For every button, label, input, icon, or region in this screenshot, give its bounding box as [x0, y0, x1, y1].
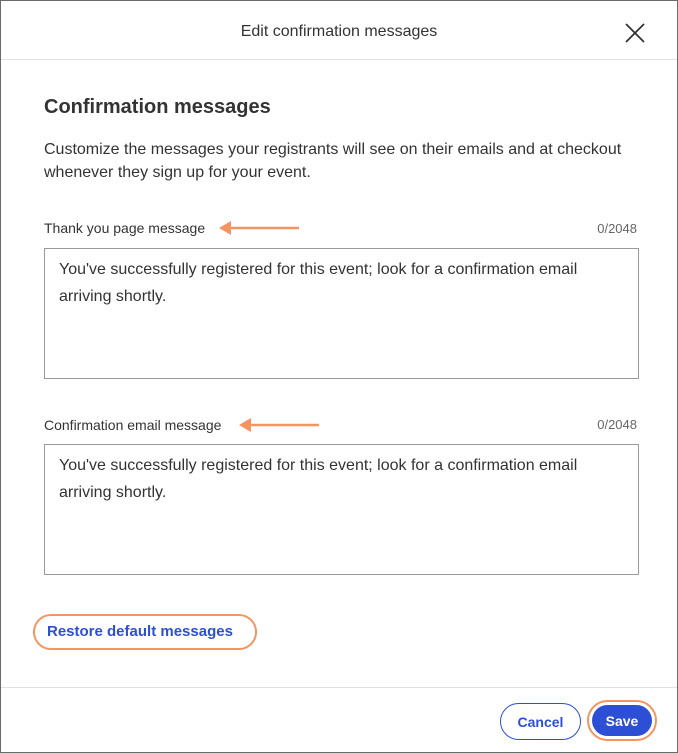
section-title: Confirmation messages [44, 96, 271, 118]
restore-highlight [33, 614, 257, 650]
arrow-left-icon [239, 417, 321, 433]
cancel-button[interactable]: Cancel [500, 703, 581, 740]
email-message-label: Confirmation email message [44, 417, 222, 433]
save-highlight [587, 700, 657, 741]
close-icon [621, 19, 649, 47]
thank-you-label: Thank you page message [44, 220, 206, 236]
email-message-textarea[interactable] [44, 444, 639, 575]
section-description: Customize the messages your registrants will see on their emails and at checkout whenever they sign up for your event. [44, 141, 622, 181]
save-button[interactable]: Save [592, 705, 652, 736]
close-button[interactable] [621, 19, 649, 47]
restore-default-messages-link[interactable]: Restore default messages [47, 623, 233, 640]
thank-you-counter: 0/2048 [597, 221, 637, 236]
dialog-header [1, 1, 677, 60]
email-message-counter: 0/2048 [597, 417, 637, 432]
thank-you-message-textarea[interactable] [44, 248, 639, 379]
dialog-title: Edit confirmation messages [240, 23, 438, 40]
footer-divider [1, 687, 677, 688]
arrow-left-icon [219, 220, 301, 236]
